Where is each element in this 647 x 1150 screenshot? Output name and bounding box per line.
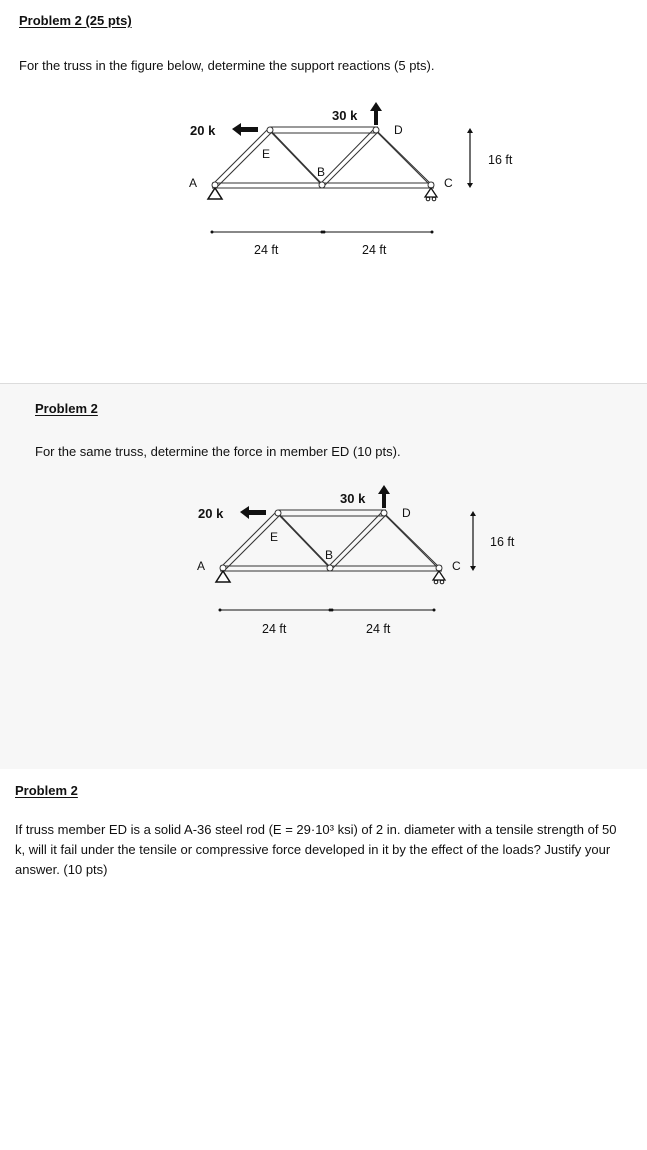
arrow-up-icon (370, 102, 382, 125)
node-label-C: C (452, 559, 461, 573)
member-BD-a (320, 129, 374, 184)
node-label-C: C (444, 176, 453, 190)
node-label-A: A (189, 176, 198, 190)
node-label-D: D (402, 506, 411, 520)
member-AE-a (213, 129, 271, 184)
member-DC-a (374, 129, 429, 184)
member-BD-b (324, 132, 378, 186)
node-label-E: E (262, 147, 271, 161)
node-label-D: D (394, 123, 403, 137)
problem-question: If truss member ED is a solid A-36 steel rod (E = 29·10³ ksi) of 2 in. diameter with a tensile strength of 50 k, will it fail under the tensile or compressive force developed in it by the effect of the loads? Justify your answer. (10 pts) (15, 822, 617, 877)
arrow-up-icon (378, 485, 390, 508)
load-vertical-label: 30 k (332, 108, 358, 123)
load-vertical-label: 30 k (340, 491, 366, 506)
load-horizontal-label: 20 k (198, 506, 224, 521)
problem-section-1 (0, 0, 647, 383)
problem-question: For the same truss, determine the force in member ED (10 pts). (35, 444, 401, 459)
span-right-label: 24 ft (366, 622, 391, 636)
joint-D (373, 127, 379, 133)
height-label: 16 ft (490, 535, 515, 549)
problem-question: For the truss in the figure below, determine the support reactions (5 pts). (19, 58, 435, 73)
joint-B (319, 182, 325, 188)
pin-support-A (208, 188, 222, 199)
problem-section-3 (0, 769, 647, 1150)
roller-support-C (425, 188, 437, 197)
problem-heading: Problem 2 (25 pts) (19, 13, 132, 28)
joint-E (267, 127, 273, 133)
truss-figure (0, 0, 647, 383)
member-DC-b (378, 132, 433, 186)
load-horizontal-label: 20 k (190, 123, 216, 138)
arrow-left-icon (232, 123, 258, 136)
node-label-B: B (325, 548, 334, 562)
node-label-B: B (317, 165, 326, 179)
problem-heading: Problem 2 (35, 401, 98, 416)
node-label-A: A (197, 559, 206, 573)
truss-figure (0, 384, 647, 769)
arrow-left-icon (240, 506, 266, 519)
span-left-label: 24 ft (262, 622, 287, 636)
problem-heading: Problem 2 (15, 783, 78, 798)
pin-support-A (216, 571, 230, 582)
problem-section-2 (0, 383, 647, 770)
span-right-label: 24 ft (362, 243, 387, 257)
height-label: 16 ft (488, 153, 513, 167)
member-EB-a (268, 129, 321, 184)
node-label-E: E (270, 530, 279, 544)
roller-support-C (433, 571, 445, 580)
span-left-label: 24 ft (254, 243, 279, 257)
